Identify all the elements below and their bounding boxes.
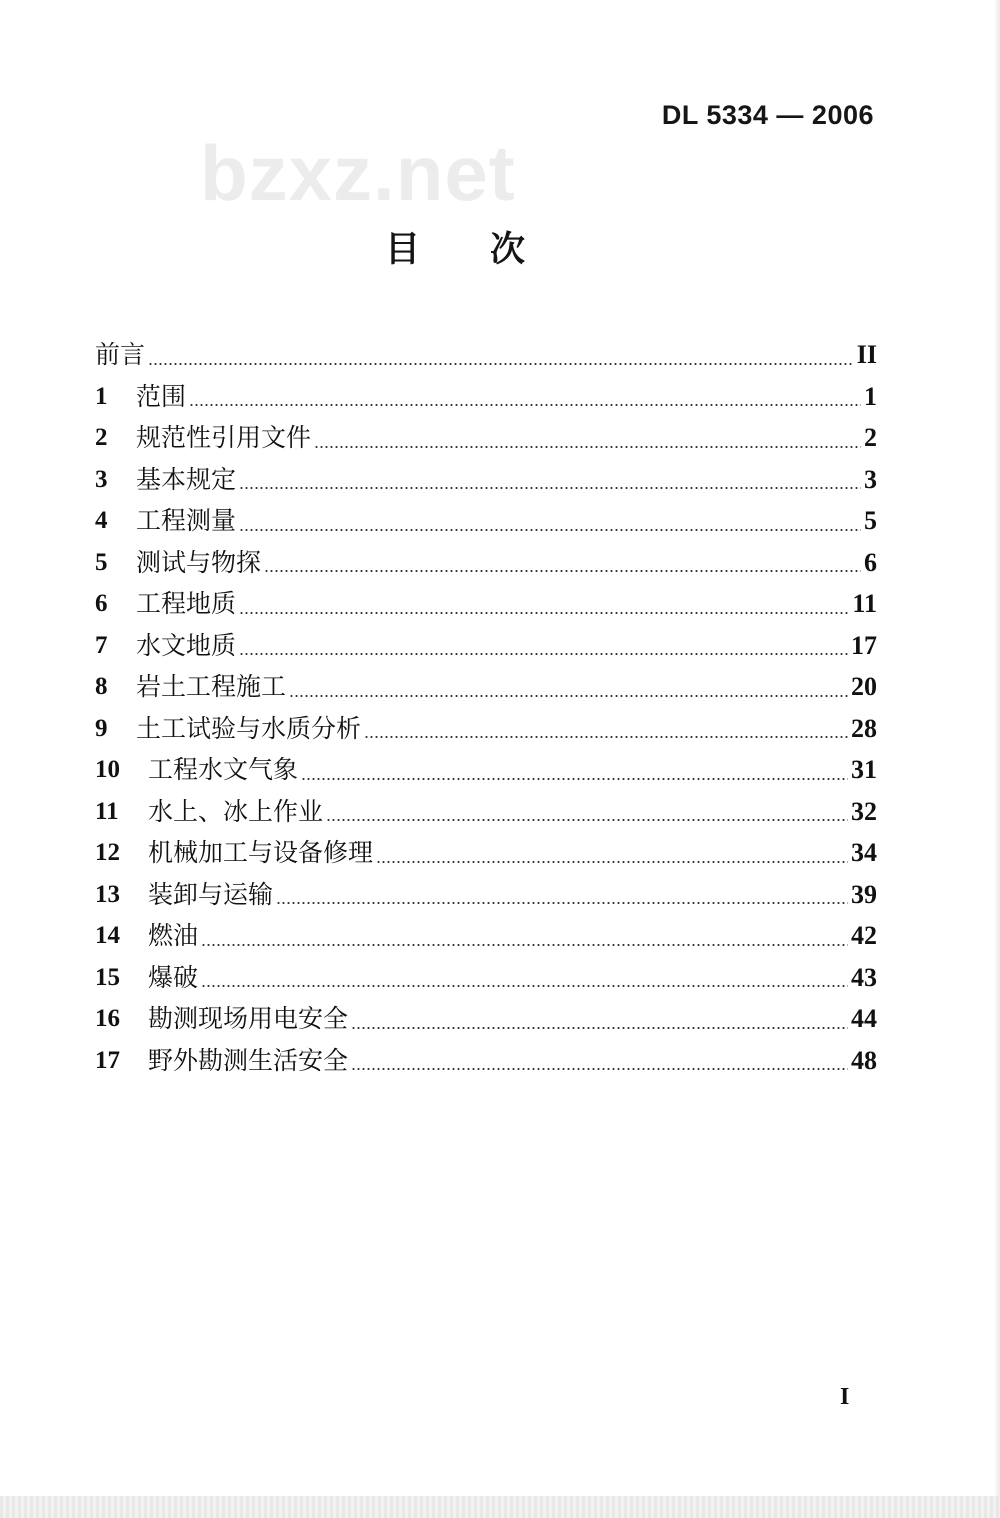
toc-entry-number: 16 [95,1005,120,1032]
toc-entry[interactable] [95,874,877,916]
toc-entry-page: 17 [851,630,877,660]
toc-entry-label: 水文地质 [136,630,237,660]
dot-leader [189,404,861,406]
toc-entry-number: 17 [95,1046,120,1074]
toc-entry-page: 34 [851,838,877,867]
dot-leader [351,1027,848,1029]
toc-entry-page: 32 [851,796,877,826]
dot-leader [276,902,848,904]
toc-entry-number: 7 [95,631,108,659]
dot-leader [239,487,861,489]
toc-entry-number: 1 [95,382,108,410]
toc-entry-number: 4 [95,507,108,534]
page-title: 目次 [384,230,595,270]
toc-entry-page: 48 [851,1045,877,1075]
dot-leader [239,653,848,655]
dot-leader [239,612,849,614]
toc-entry[interactable] [95,417,877,459]
toc-entry[interactable] [95,791,877,833]
toc-entry[interactable] [95,376,877,418]
toc-entry-page: 6 [864,547,877,577]
dot-leader [201,985,848,987]
toc-entry-page: 39 [851,879,877,909]
page-number: I [840,1384,850,1410]
toc-entry-number: 10 [95,756,120,783]
toc-entry-page: II [856,340,877,369]
toc-entry-number: 6 [95,590,108,617]
dot-leader [289,695,848,697]
dot-leader [314,446,861,448]
toc-entry-page: 2 [864,423,877,452]
toc-entry[interactable] [95,542,877,584]
dot-leader [351,1068,848,1070]
toc-entry[interactable] [95,583,877,625]
toc-entry-page: 20 [851,672,877,701]
toc-entry-label: 勘测现场用电安全 [148,1004,349,1033]
toc-entry-label: 岩土工程施工 [136,672,287,701]
dot-leader [239,529,861,531]
toc-entry-number: 13 [95,880,120,908]
toc-entry-label: 前言 [95,340,146,369]
toc-entry-label: 工程水文气象 [148,755,299,784]
toc-entry-number: 2 [95,424,108,451]
toc-entry[interactable] [95,500,877,542]
toc-entry[interactable] [95,1040,877,1082]
toc-entry-label: 燃油 [148,921,199,950]
dot-leader [148,363,854,365]
toc-entry-label: 范围 [136,381,187,411]
toc-entry[interactable] [95,998,877,1040]
dot-leader [376,861,848,863]
toc-entry-page: 31 [851,755,877,784]
standard-code: DL 5334 — 2006 [661,100,874,130]
watermark: bzxz.net [200,129,516,217]
toc-entry[interactable] [95,915,877,957]
toc-entry-page: 5 [864,506,877,535]
toc-entry-number: 8 [95,673,108,700]
toc-entry-label: 土工试验与水质分析 [136,713,362,743]
table-of-contents [95,334,877,1081]
toc-entry[interactable] [95,749,877,791]
toc-entry-number: 9 [95,714,108,742]
dot-leader [364,736,848,738]
toc-entry[interactable] [95,334,877,376]
toc-entry[interactable] [95,459,877,501]
toc-entry-number: 15 [95,963,120,991]
toc-entry[interactable] [95,832,877,874]
toc-entry-page: 28 [851,713,877,743]
scan-bottom-edge [0,1496,1000,1518]
toc-entry-number: 11 [95,797,119,825]
toc-entry-number: 14 [95,922,120,949]
toc-entry-label: 爆破 [148,962,199,992]
toc-entry-number: 3 [95,465,108,493]
dot-leader [264,570,861,572]
toc-entry-label: 基本规定 [136,464,237,494]
page-edge-shadow [994,0,1000,1518]
toc-entry-page: 44 [851,1004,877,1033]
dot-leader [201,944,848,946]
toc-entry-label: 测试与物探 [136,547,262,577]
toc-entry-page: 42 [851,921,877,950]
toc-entry-number: 12 [95,839,120,866]
toc-entry-label: 野外勘测生活安全 [148,1045,349,1075]
toc-entry-label: 工程地质 [136,589,237,618]
toc-entry-number: 5 [95,548,108,576]
toc-entry-page: 3 [864,464,877,494]
dot-leader [326,819,848,821]
toc-entry-page: 43 [851,962,877,992]
dot-leader [301,778,848,780]
toc-entry-page: 1 [864,381,877,411]
toc-entry-page: 11 [852,589,877,618]
toc-entry[interactable] [95,666,877,708]
toc-entry-label: 工程测量 [136,506,237,535]
toc-entry[interactable] [95,957,877,999]
toc-entry[interactable] [95,625,877,667]
toc-entry-label: 机械加工与设备修理 [148,838,374,867]
toc-entry[interactable] [95,708,877,750]
toc-entry-label: 装卸与运输 [148,879,274,909]
toc-entry-label: 规范性引用文件 [136,423,312,452]
toc-entry-label: 水上、冰上作业 [148,796,324,826]
